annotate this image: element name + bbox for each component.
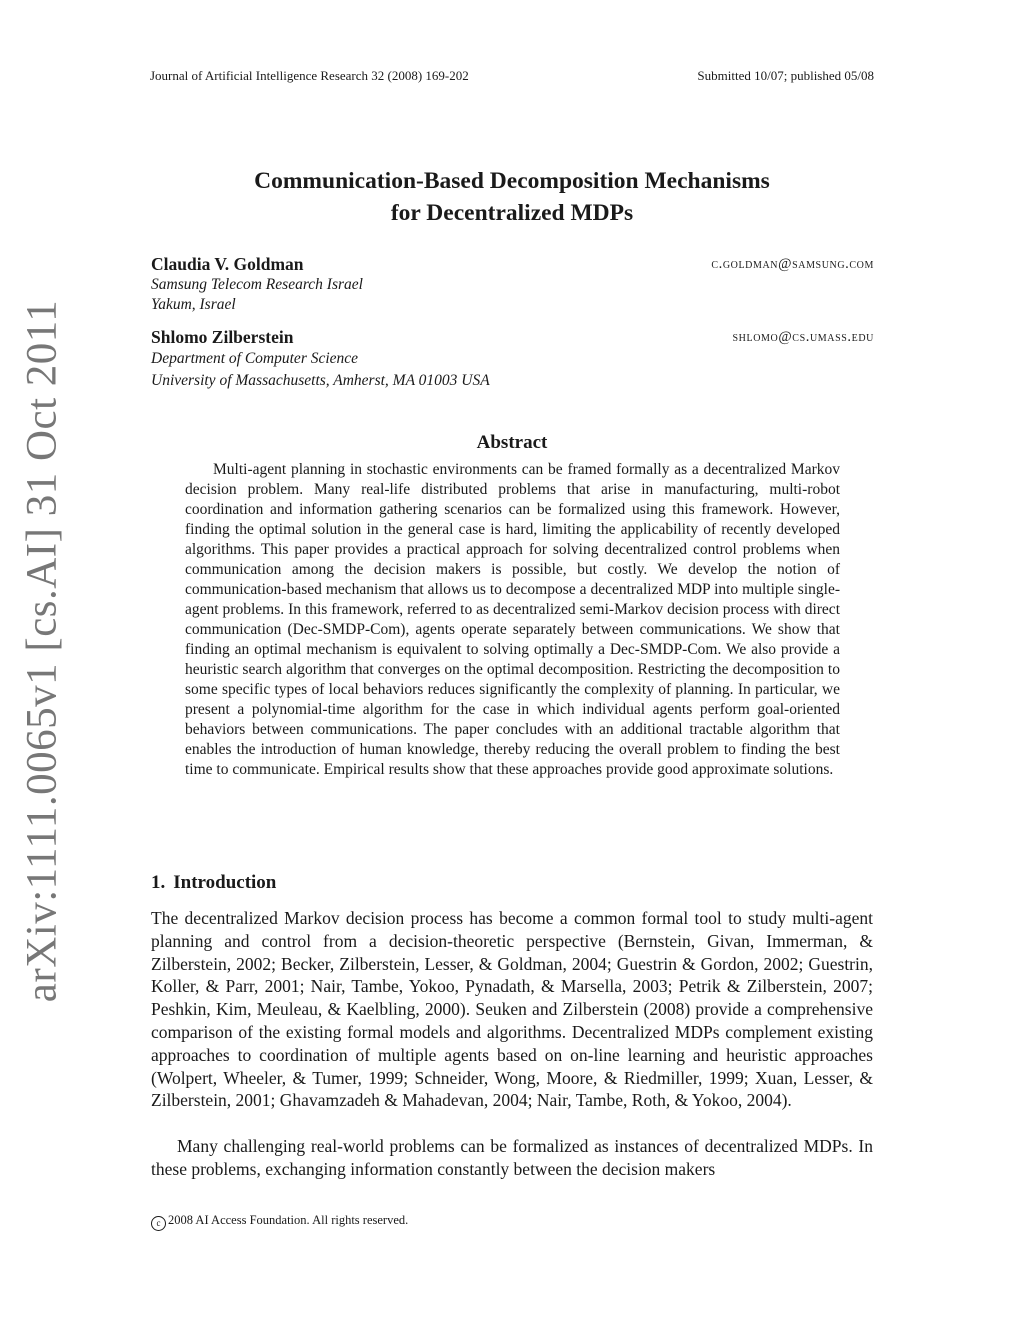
author-email-2[interactable]: shlomo@cs.umass.edu (732, 329, 874, 345)
author-name-1: Claudia V. Goldman (151, 254, 304, 274)
section-title: Introduction (173, 872, 277, 893)
paper-title-line-1: Communication-Based Decomposition Mechanisms (254, 168, 770, 194)
author-affiliation-2-line-2: University of Massachusetts, Amherst, MA 01003 USA (151, 372, 490, 389)
running-header-journal: Journal of Artificial Intelligence Research 32 (2008) 169-202 (150, 68, 469, 83)
author-affiliation-2-line-1: Department of Computer Science (151, 350, 359, 367)
intro-paragraph-2: Many challenging real-world problems can be formalized as instances of decentralized MDPs. In these problems, exchanging information constantly between the decision makers (151, 1136, 873, 1179)
abstract-heading: Abstract (476, 432, 548, 453)
abstract-text: Multi-agent planning in stochastic environments can be framed formally as a decentralized Markov decision problem. Many real-life distributed problems that arise in manufacturing, multi-robot coordination and information gathering scenarios can be formalized using this framework. However, finding the optimal solution in the general case is hard, limiting the applicability of recently developed algorithms. This paper provides a practical approach for solving decentralized control problems when communication among the decision makers is possible, but costly. We develop the notion of communication-based mechanism that allows us to decompose a decentralized MDP into multiple single-agent problems. In this framework, referred to as decentralized semi-Markov decision process with direct communication (Dec-SMDP-Com), agents operate separately between communications. We show that finding an optimal mechanism is equivalent to solving optimally a Dec-SMDP-Com. We also provide a heuristic search algorithm that converges on the optimal decomposition. Restricting the decomposition to some specific types of local behaviors reduces significantly the complexity of planning. In particular, we present a polynomial-time algorithm for the case in which individual agents perform goal-oriented behaviors between communications. The paper concludes with an additional tractable algorithm that enables the introduction of human knowledge, thereby reducing the overall problem to finding the best time to communicate. Empirical results show that these approaches provide good approximate solutions. (185, 461, 840, 778)
author-email-1[interactable]: c.goldman@samsung.com (711, 256, 874, 272)
copyright-text: 2008 AI Access Foundation. All rights reserved. (168, 1213, 409, 1227)
intro-paragraph-1: The decentralized Markov decision process has become a common formal tool to study multi-agent planning and control from a decision-theoretic perspective (Bernstein, Givan, Immerman, & Zilberstein, 2002; Becker, Zilberstein, Lesser, & Goldman, 2004; Guestrin & Gordon, 2002; Guestrin, Koller, & Parr, 2001; Nair, Tambe, Yokoo, Pynadath, & Marsella, 2003; Petrik & Zilberstein, 2007; Peshkin, Kim, Meuleau, & Kaelbling, 2000). Seuken and Zilberstein (2008) provide a comprehensive comparison of the existing formal models and algorithms. Decentralized MDPs complement existing approaches to coordination of multiple agents based on on-line learning and heuristic approaches (Wolpert, Wheeler, & Tumer, 1999; Schneider, Wong, Moore, & Riedmiller, 1999; Xuan, Lesser, & Zilberstein, 2001; Ghavamzadeh & Mahadevan, 2004; Nair, Tambe, Roth, & Yokoo, 2004). (151, 908, 873, 1111)
section-number: 1. (151, 872, 166, 893)
copyright-notice (151, 1213, 408, 1231)
section-heading-introduction (151, 872, 276, 894)
copyright-icon: c (151, 1216, 166, 1231)
arxiv-identifier-stamp[interactable]: arXiv:1111.0065v1 [cs.AI] 31 Oct 2011 (18, 299, 66, 1003)
running-header-dates: Submitted 10/07; published 05/08 (697, 68, 874, 83)
author-affiliation-1-line-1: Samsung Telecom Research Israel (151, 276, 363, 293)
paper-title-line-2: for Decentralized MDPs (390, 200, 634, 226)
author-affiliation-1-line-2: Yakum, Israel (151, 296, 236, 313)
author-name-2: Shlomo Zilberstein (151, 327, 294, 347)
